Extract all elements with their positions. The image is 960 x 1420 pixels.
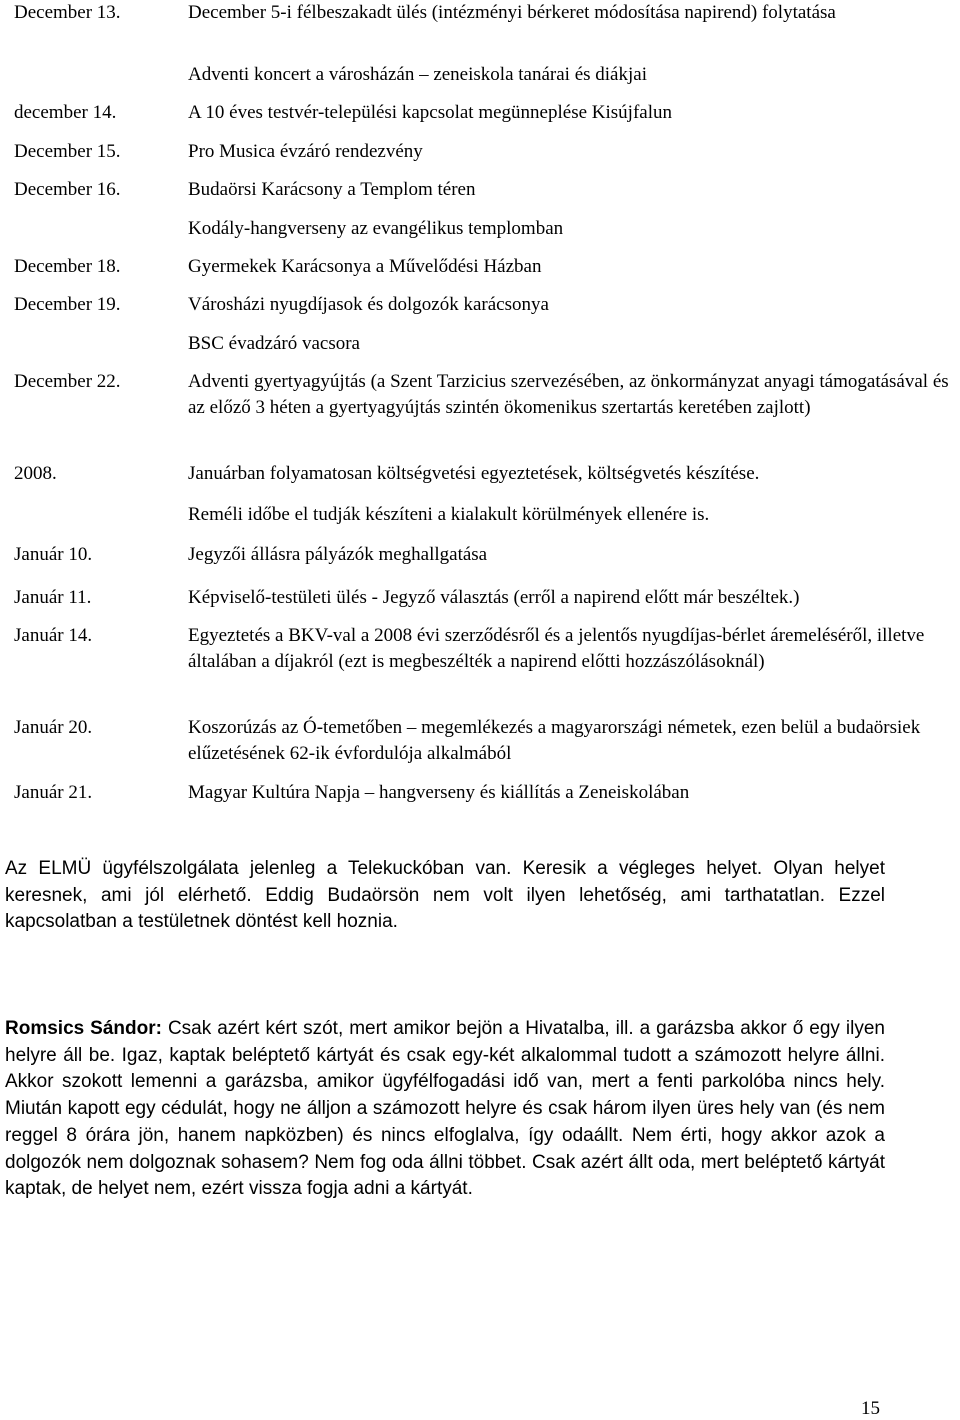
agenda-text: Gyermekek Karácsonya a Művelődési Házban	[188, 256, 542, 277]
agenda-date: Január 10.	[14, 544, 93, 565]
agenda-text: Pro Musica évzáró rendezvény	[188, 141, 423, 162]
agenda-text: Reméli időbe el tudják készíteni a kialakult körülmények ellenére is.	[188, 504, 710, 525]
agenda-text: Budaörsi Karácsony a Templom téren	[188, 179, 476, 200]
agenda-date: December 13.	[14, 2, 121, 23]
speaker-name: Romsics Sándor:	[5, 1018, 162, 1039]
agenda-text: December 5-i félbeszakadt ülés (intézményi bérkeret módosítása napirend) folytatása	[188, 2, 836, 23]
agenda-text: A 10 éves testvér-települési kapcsolat megünneplése Kisújfalun	[188, 102, 672, 123]
agenda-text: Városházi nyugdíjasok és dolgozók karácsonya	[188, 294, 549, 315]
agenda-date: December 16.	[14, 179, 121, 200]
agenda-text: Egyeztetés a BKV-val a 2008 évi szerződésről és a jelentős nyugdíjas-bérlet áremeléséről, illetve általában a díjakról (ezt is megbeszélték a napirend előtti hozzászólásoknál)	[188, 625, 925, 672]
agenda-date: december 14.	[14, 102, 117, 123]
agenda-text: BSC évadzáró vacsora	[188, 333, 360, 354]
agenda-text: Képviselő-testületi ülés - Jegyző választás (erről a napirend előtt már beszéltek.)	[188, 587, 800, 608]
agenda-date: December 19.	[14, 294, 121, 315]
agenda-text: Adventi gyertyagyújtás (a Szent Tarzicius szervezésében, az önkormányzat anyagi támogatásával és az előző 3 héten a gyertyagyújtás szintén ökomenikus szertartás keretében zajlott)	[188, 371, 949, 418]
agenda-text: Adventi koncert a városházán – zeneiskola tanárai és diákjai	[188, 64, 647, 85]
agenda-date: Január 11.	[14, 587, 92, 608]
romsics-paragraph	[5, 1016, 885, 1203]
agenda-text: Magyar Kultúra Napja – hangverseny és kiállítás a Zeneiskolában	[188, 782, 690, 803]
agenda-date: Január 14.	[14, 625, 93, 646]
agenda-text: Kodály-hangverseny az evangélikus templomban	[188, 218, 564, 239]
agenda-date: December 22.	[14, 371, 121, 392]
agenda-text: Koszorúzás az Ó-temetőben – megemlékezés a magyarországi németek, ezen belül a budaörsiek elűzetésének 62-ik évfordulója alkalmából	[188, 717, 921, 764]
agenda-text: Januárban folyamatosan költségvetési egyeztetések, költségvetés készítése.	[188, 463, 760, 484]
speech-text: Csak azért kért szót, mert amikor bejön a Hivatalba, ill. a garázsba akkor ő egy ilyen helyre áll be. Igaz, kaptak beléptető kártyát és csak egy-két alkalommal tudott a számozott helyre állni. Akkor szokott lemenni a garázsba, amikor ügyfélfogadási idő van, mert a fenti parkolóba nincs hely. Miután kapott egy cédulát, hogy ne álljon a számozott helyre és csak három ilyen üres hely van (és nem reggel 8 órára jön, hanem napközben) és nincs elfoglalva, így odaállt. Nem érti, hogy akkor azok a dolgozók nem dolgoznak sohasem? Nem fog oda állni többet. Csak azért állt oda, mert beléptető kártyát kaptak, de helyet nem, ezért vissza fogja adni a kártyát.	[5, 1018, 885, 1200]
agenda-date: Január 21.	[14, 782, 93, 803]
elmu-paragraph: Az ELMÜ ügyfélszolgálata jelenleg a Telekuckóban van. Keresik a végleges helyet. Olyan helyet keresnek, ami jól elérhető. Eddig Budaörsön nem volt ilyen lehetőség, ami tarthatatlan. Ezzel kapcsolatban a testületnek döntést kell hoznia.	[5, 858, 885, 933]
agenda-date: Január 20.	[14, 717, 93, 738]
agenda-date: December 15.	[14, 141, 121, 162]
agenda-date: 2008.	[14, 463, 57, 484]
agenda-text: Jegyzői állásra pályázók meghallgatása	[188, 544, 488, 565]
page-number: 15	[861, 1398, 880, 1419]
agenda-date: December 18.	[14, 256, 121, 277]
